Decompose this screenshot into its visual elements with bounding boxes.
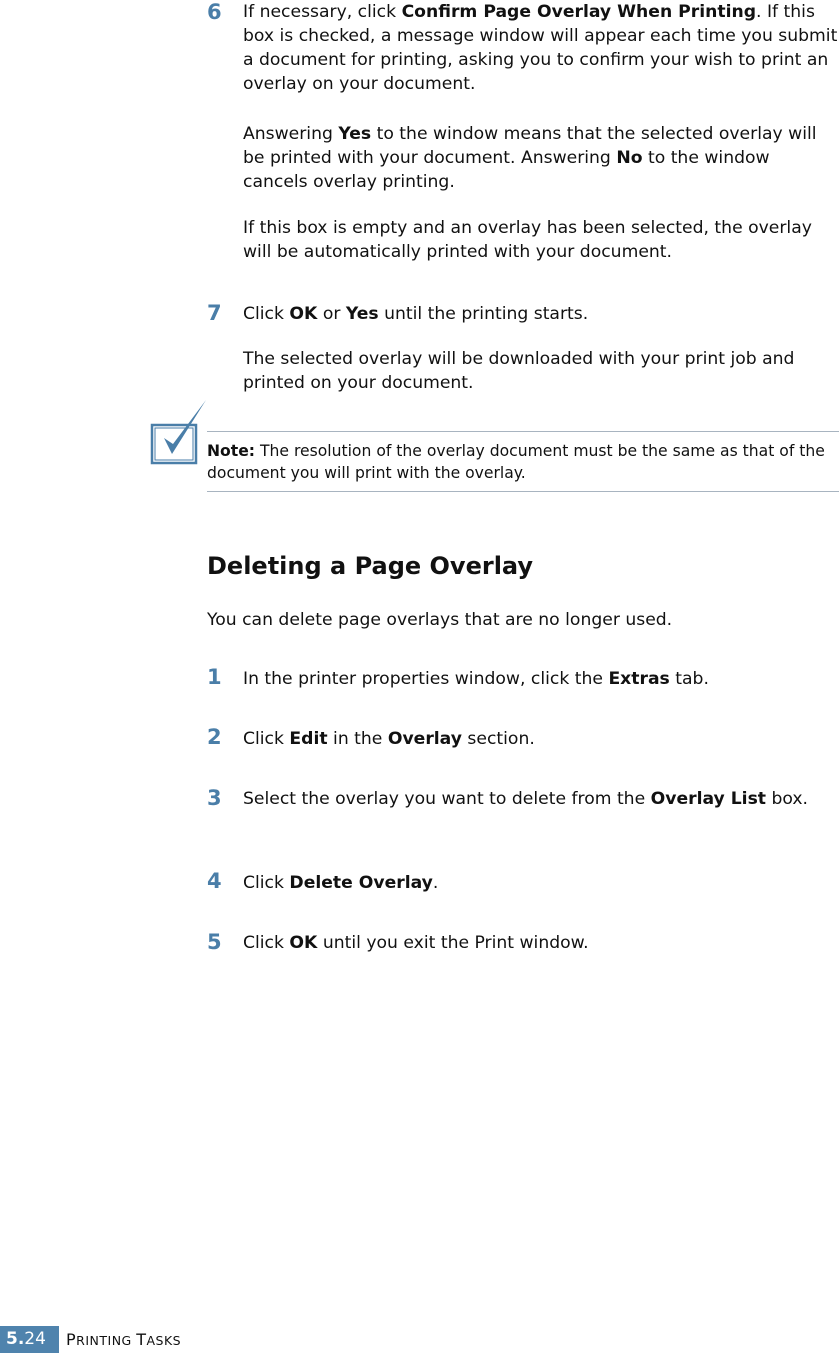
step-1-text: In the printer properties window, click the Extras tab. (243, 669, 709, 689)
step-number-1: 1 (207, 665, 222, 689)
step-6-paragraph-2: Answering Yes to the window means that the selected overlay will be printed with your document. Answering No to the window cancels overlay printing. (243, 124, 817, 192)
page-number: 24 (24, 1329, 46, 1349)
step-3-text: Select the overlay you want to delete from the Overlay List box. (243, 789, 809, 809)
step-6-paragraph-1: If necessary, click Confirm Page Overlay When Printing. If this box is checked, a message window will appear each time you submit a document for printing, asking you to confirm your wish to print an overlay on your document. (243, 2, 838, 94)
step-number-2: 2 (207, 725, 222, 749)
step-7-paragraph-2: The selected overlay will be downloaded with your print job and printed on your document. (243, 349, 795, 393)
step-number-5: 5 (207, 930, 222, 954)
step-7-paragraph-1: Click OK or Yes until the printing starts. (243, 304, 589, 324)
note-top-rule (207, 431, 839, 432)
note-text (207, 440, 832, 484)
step-number-3: 3 (207, 786, 222, 810)
note-body: The resolution of the overlay document must be the same as that of the document you will print with the overlay. (207, 442, 825, 482)
section-heading: Deleting a Page Overlay (207, 552, 534, 580)
step-number-4: 4 (207, 869, 222, 893)
step-2-text: Click Edit in the Overlay section. (243, 729, 535, 749)
chapter-title: PRINTING TASKS (66, 1330, 182, 1349)
step-5-text: Click OK until you exit the Print window. (243, 933, 589, 953)
step-4-text: Click Delete Overlay. (243, 873, 439, 893)
step-number-6: 6 (207, 0, 222, 24)
note-label: Note: (207, 442, 256, 460)
section-intro: You can delete page overlays that are no longer used. (207, 610, 673, 630)
chapter-number: 5. (6, 1329, 25, 1349)
step-6-paragraph-3: If this box is empty and an overlay has been selected, the overlay will be automatically printed with your document. (243, 218, 812, 262)
step-number-7: 7 (207, 301, 222, 325)
checkmark-note-icon (150, 398, 208, 470)
note-bottom-rule (207, 491, 839, 492)
page-number-badge (0, 1326, 59, 1353)
